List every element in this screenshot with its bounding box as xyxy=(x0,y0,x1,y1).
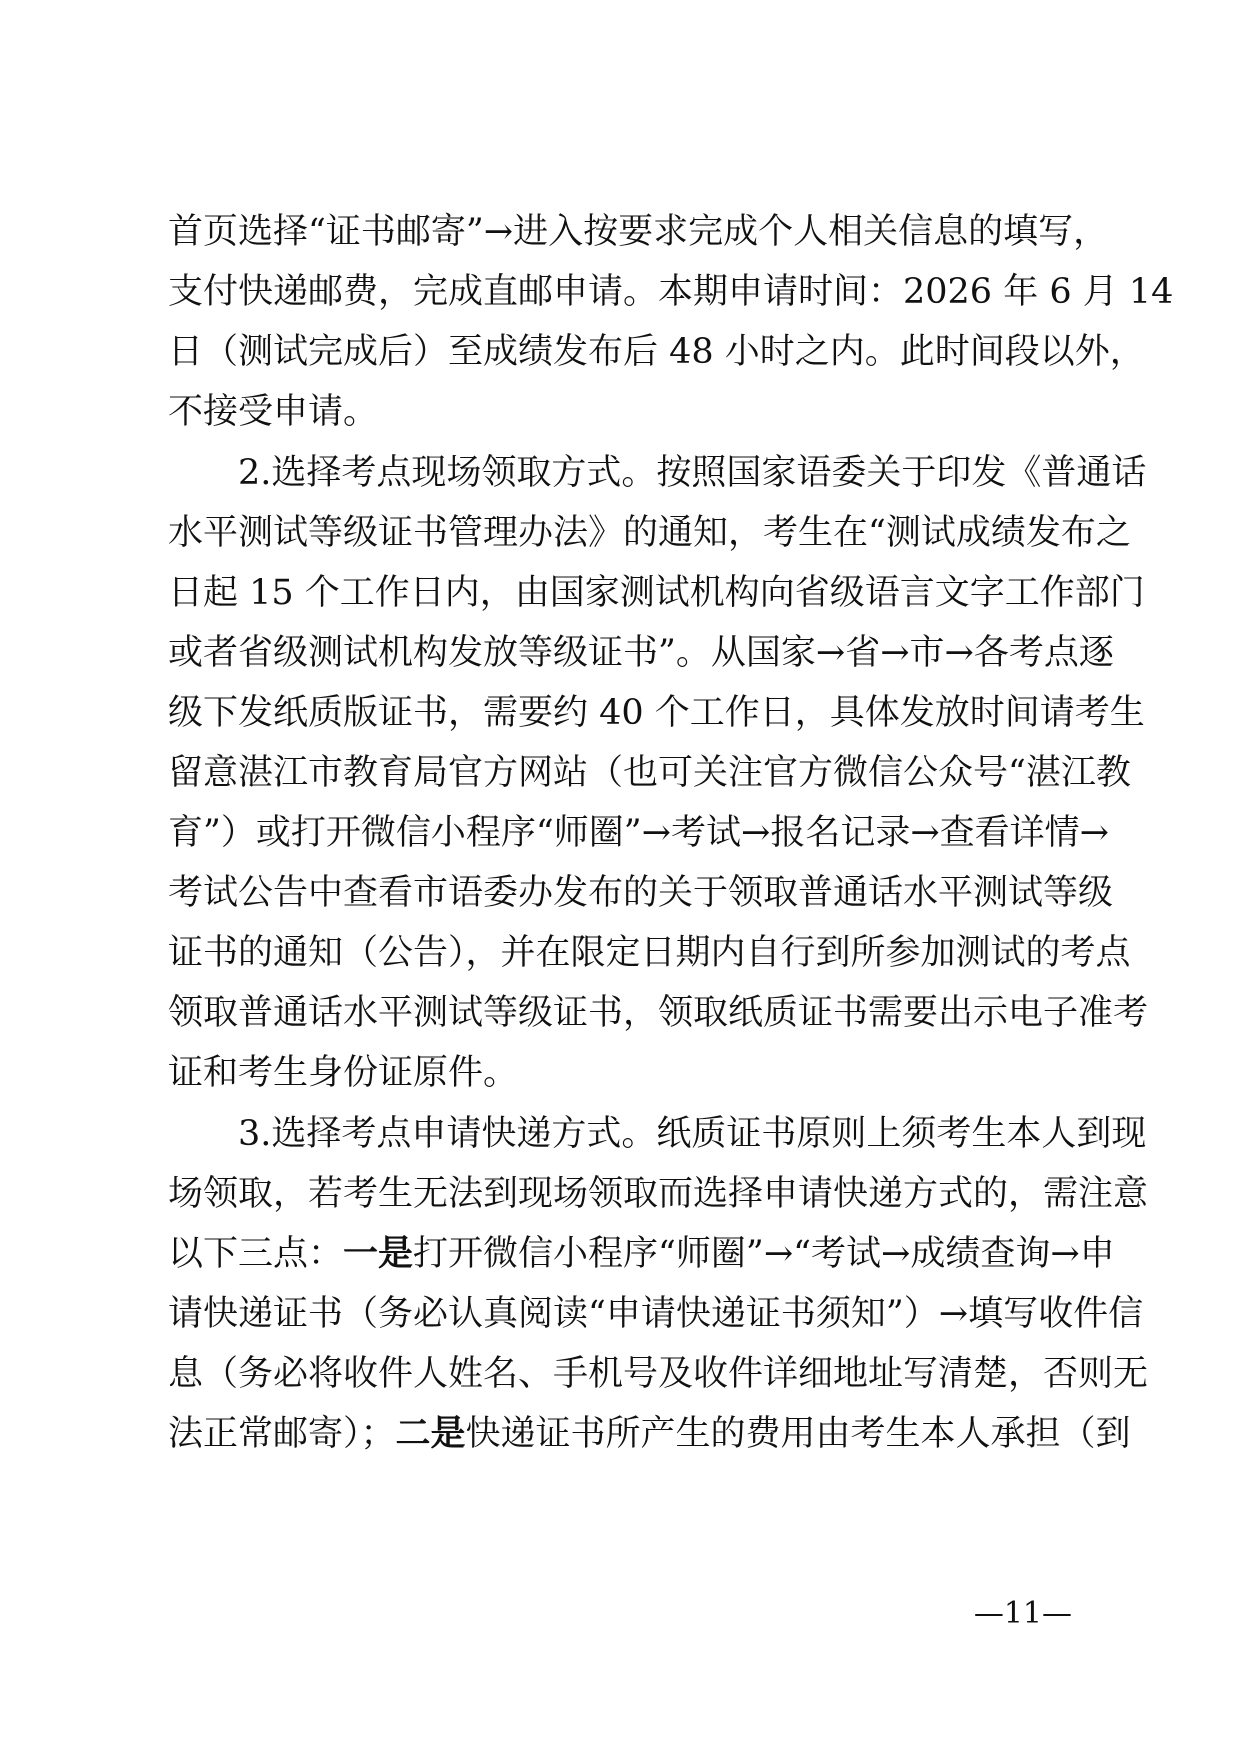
text-line-3: 日（测试完成后）至成绩发布后 48 小时之内。此时间段以外， xyxy=(168,332,1145,372)
text-line-21-rest: 快递证书所产生的费用由考生本人承担（到 xyxy=(465,1414,1131,1454)
text-line-19: 请快递证书（务必认真阅读“申请快递证书须知”）→填写收件信 xyxy=(168,1294,1144,1334)
text-line-9: 级下发纸质版证书，需要约 40 个工作日，具体发放时间请考生 xyxy=(168,693,1145,733)
text-line-17: 场领取，若考生无法到现场领取而选择申请快递方式的，需注意 xyxy=(168,1174,1149,1214)
text-line-1: 首页选择“证书邮寄”→进入按要求完成个人相关信息的填写， xyxy=(168,212,1109,252)
text-line-21 xyxy=(168,1413,1131,1454)
text-line-11: 育”）或打开微信小程序“师圈”→考试→报名记录→查看详情→ xyxy=(168,813,1109,853)
text-line-6: 水平测试等级证书管理办法》的通知，考生在“测试成绩发布之 xyxy=(168,513,1131,553)
text-line-2: 支付快递邮费，完成直邮申请。本期申请时间：2026 年 6 月 14 xyxy=(168,272,1174,312)
text-line-13: 证书的通知（公告），并在限定日期内自行到所参加测试的考点 xyxy=(168,933,1131,973)
text-line-10: 留意湛江市教育局官方网站（也可关注官方微信公众号“湛江教 xyxy=(168,753,1131,793)
page-number: —11— xyxy=(973,1596,1072,1631)
point-one-label: 一是 xyxy=(343,1233,414,1274)
text-line-5: 2.选择考点现场领取方式。按照国家语委关于印发《普通话 xyxy=(238,453,1147,493)
text-line-12: 考试公告中查看市语委办发布的关于领取普通话水平测试等级 xyxy=(168,873,1114,913)
text-line-4: 不接受申请。 xyxy=(168,392,379,432)
text-line-14: 领取普通话水平测试等级证书，领取纸质证书需要出示电子准考 xyxy=(168,993,1149,1033)
text-line-18-prefix: 以下三点： xyxy=(168,1234,344,1274)
text-line-21-prefix: 法正常邮寄）； xyxy=(168,1414,396,1454)
text-line-18 xyxy=(168,1233,1115,1274)
text-line-20: 息（务必将收件人姓名、手机号及收件详细地址写清楚，否则无 xyxy=(168,1354,1149,1394)
text-line-18-rest: 打开微信小程序“师圈”→“考试→成绩查询→申 xyxy=(413,1234,1115,1274)
text-line-8: 或者省级测试机构发放等级证书”。从国家→省→市→各考点逐 xyxy=(168,633,1114,673)
text-line-16: 3.选择考点申请快递方式。纸质证书原则上须考生本人到现 xyxy=(238,1114,1147,1154)
text-line-7: 日起 15 个工作日内，由国家测试机构向省级语言文字工作部门 xyxy=(168,573,1145,613)
point-two-label: 二是 xyxy=(395,1413,466,1454)
text-line-15: 证和考生身份证原件。 xyxy=(168,1053,519,1093)
